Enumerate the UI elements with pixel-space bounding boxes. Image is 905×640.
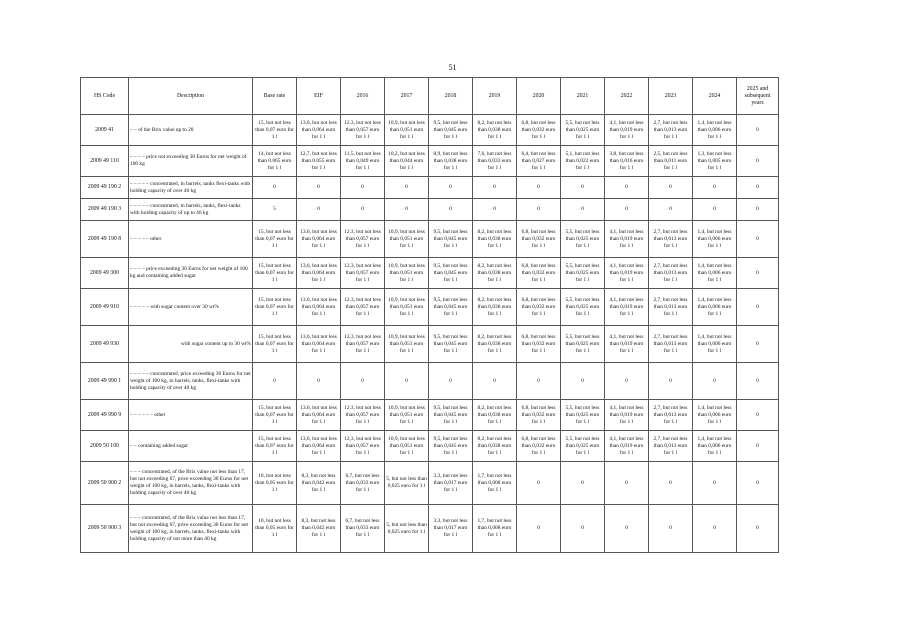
hs-code-cell: 2009 49 990 1 xyxy=(81,363,129,400)
rate-cell: 0 xyxy=(737,505,779,553)
rate-cell: 1,4, but not less than 0,006 euro for 1 l xyxy=(693,289,737,326)
rate-cell: 5,5, but not less than 0,025 euro for 1 l xyxy=(561,289,605,326)
rate-cell: 2,7, but not less than 0,013 euro for 1 l xyxy=(649,115,693,146)
description-cell: – – – – price not exceeding 30 Euros for net weight of 100 kg xyxy=(129,146,253,177)
column-header: Description xyxy=(129,78,253,115)
rate-cell: 0 xyxy=(341,177,385,199)
rate-cell: 13,6, but not less than 0,064 euro for 1 l xyxy=(297,431,341,462)
rate-cell: 0 xyxy=(385,199,429,221)
hs-code-cell: 2009 49 910 xyxy=(81,289,129,326)
rate-cell: 0 xyxy=(693,363,737,400)
rate-cell: 0 xyxy=(297,199,341,221)
rate-cell: 15, but not less than 0,07 euro for 1 l xyxy=(253,289,297,326)
rate-cell: 1,3, but not less than 0,005 euro for 1 l xyxy=(693,146,737,177)
rate-cell: 5, but not less than 0,025 euro for 1 l xyxy=(385,505,429,553)
rate-cell: 11,5, but not less than 0,049 euro for 1 l xyxy=(341,146,385,177)
rate-cell: 6,7, but not less than 0,033 euro for 1 l xyxy=(341,462,385,505)
rate-cell: 5,5, but not less than 0,025 euro for 1 l xyxy=(561,115,605,146)
rate-cell: 2,7, but not less than 0,013 euro for 1 l xyxy=(649,289,693,326)
rate-cell: 0 xyxy=(649,177,693,199)
rate-cell: 9,5, but not less than 0,045 euro for 1 l xyxy=(429,400,473,431)
rate-cell: 10,9, but not less than 0,051 euro for 1 l xyxy=(385,431,429,462)
hs-code-cell: 2009 49 110 xyxy=(81,146,129,177)
rate-cell: 0 xyxy=(737,289,779,326)
rate-cell: 1,4, but not less than 0,006 euro for 1 l xyxy=(693,431,737,462)
rate-cell: 6,8, but not less than 0,032 euro for 1 l xyxy=(517,115,561,146)
rate-cell: 9,5, but not less than 0,045 euro for 1 l xyxy=(429,115,473,146)
rate-cell: 15, but not less than 0,07 euro for 1 l xyxy=(253,258,297,289)
hs-code-cell: 2009 49 300 xyxy=(81,258,129,289)
rate-cell: 0 xyxy=(385,177,429,199)
hs-code-cell: 2009 49 190 3 xyxy=(81,199,129,221)
rate-cell: 8,2, but not less than 0,038 euro for 1 l xyxy=(473,431,517,462)
rate-cell: 0 xyxy=(561,199,605,221)
rate-cell: 6,8, but not less than 0,032 euro for 1 l xyxy=(517,221,561,258)
rate-cell: 9,5, but not less than 0,045 euro for 1 l xyxy=(429,326,473,363)
rate-cell: 0 xyxy=(737,146,779,177)
description-cell: – – – – – concentrated, in barrels, tanks flexi-tanks with holding capacity of over 40 kg xyxy=(129,177,253,199)
rate-cell: 0 xyxy=(297,363,341,400)
table-row xyxy=(81,199,779,221)
rate-cell: 12.3, but not less than 0,057 euro for 1 l xyxy=(341,289,385,326)
rate-cell: 15, but not less than 0,07 euro for 1 l xyxy=(253,326,297,363)
rate-cell: 12.3, but not less than 0,057 euro for 1 l xyxy=(341,221,385,258)
rate-cell: 10,9, but not less than 0,051 euro for 1 l xyxy=(385,221,429,258)
rate-cell: 4,1, but not less than 0,019 euro for 1 l xyxy=(605,431,649,462)
rate-cell: 3,3, but not less than 0,017 euro for 1 l xyxy=(429,462,473,505)
rate-cell: 0 xyxy=(605,462,649,505)
rate-cell: 6,8, but not less than 0,032 euro for 1 l xyxy=(517,289,561,326)
rate-cell: 8,3, but not less than 0,042 euro for 1 l xyxy=(297,462,341,505)
table-row xyxy=(81,115,779,146)
rate-cell: 0 xyxy=(517,363,561,400)
table-row xyxy=(81,363,779,400)
rate-cell: 0 xyxy=(473,199,517,221)
rate-cell: 0 xyxy=(649,505,693,553)
rate-cell: 8,2, but not less than 0,038 euro for 1 l xyxy=(473,326,517,363)
rate-cell: 10, but not less than 0,05 euro for 1 l xyxy=(253,462,297,505)
rate-cell: 13.6, but not less than 0,064 euro for 1 l xyxy=(297,289,341,326)
rate-cell: 2,7, but not less than 0,013 euro for 1 l xyxy=(649,326,693,363)
rate-cell: 0 xyxy=(517,199,561,221)
column-header: EIF xyxy=(297,78,341,115)
rate-cell: 1,7, but not less than 0,008 euro for 1 l xyxy=(473,462,517,505)
rate-cell: 2,7, but not less than 0,013 euro for 1 l xyxy=(649,221,693,258)
hs-code-cell: 2009 50 900 3 xyxy=(81,505,129,553)
rate-cell: 0 xyxy=(253,177,297,199)
rate-cell: 4,1, but not less than 0,019 euro for 1 l xyxy=(605,289,649,326)
tariff-table xyxy=(80,77,779,553)
rate-cell: 10,9, but not less than 0,051 euro for 1 l xyxy=(385,400,429,431)
rate-cell: 0 xyxy=(605,199,649,221)
hs-code-cell: 2009 41 xyxy=(81,115,129,146)
rate-cell: 0 xyxy=(693,505,737,553)
rate-cell: 10,2, but not less than 0,044 euro for 1 l xyxy=(385,146,429,177)
rate-cell: 12,3, but not less than 0,057 euro for 1 l xyxy=(341,431,385,462)
rate-cell: 15, but not less than 0,07 euro for 1 l xyxy=(253,431,297,462)
rate-cell: 1,4, but not less than 0,006 euro for 1 l xyxy=(693,326,737,363)
column-header: 2022 xyxy=(605,78,649,115)
column-header: 2019 xyxy=(473,78,517,115)
rate-cell: 6,8, but not less than 0,032 euro for 1 l xyxy=(517,400,561,431)
rate-cell: 14, but not less than 0.065 euro for 1 l xyxy=(253,146,297,177)
rate-cell: 4,1, but not less than 0,019 euro for 1 l xyxy=(605,400,649,431)
table-row xyxy=(81,289,779,326)
rate-cell: 6,4, but not less than 0,027 euro for 1 l xyxy=(517,146,561,177)
rate-cell: 5,5, but not less than 0,025 euro for 1 l xyxy=(561,221,605,258)
rate-cell: 5 xyxy=(253,199,297,221)
description-cell: – – – – – with sugar content over 30 wt% xyxy=(129,289,253,326)
rate-cell: 4,1, but not less than 0,019 euro for 1 l xyxy=(605,258,649,289)
rate-cell: 0 xyxy=(737,258,779,289)
column-header: HS Code xyxy=(81,78,129,115)
rate-cell: 0 xyxy=(737,221,779,258)
rate-cell: 5,5, but not less than 0,025 euro for 1 l xyxy=(561,431,605,462)
hs-code-cell: 2009 49 930 xyxy=(81,326,129,363)
rate-cell: 0 xyxy=(341,199,385,221)
rate-cell: 5,5, but not less than 0,025 euro for 1 l xyxy=(561,326,605,363)
rate-cell: 2,7, but not less than 0,013 euro for 1 l xyxy=(649,431,693,462)
rate-cell: 13,6, but not less than 0,064 euro for 1 l xyxy=(297,326,341,363)
rate-cell: 6,7, but not less than 0,033 euro for 1 l xyxy=(341,505,385,553)
rate-cell: 4,1, but not less than 0,019 euro for 1 l xyxy=(605,221,649,258)
rate-cell: 10,9, but not less than 0,051 euro for 1 l xyxy=(385,258,429,289)
rate-cell: 1,4, but not less than 0,006 euro for 1 l xyxy=(693,221,737,258)
column-header: 2018 xyxy=(429,78,473,115)
column-header: 2021 xyxy=(561,78,605,115)
table-row xyxy=(81,258,779,289)
rate-cell: 0 xyxy=(385,363,429,400)
rate-cell: 0 xyxy=(649,462,693,505)
description-cell: – – – – – concentrated, price exceeding 30 Euros for net weight of 100 kg, in barrels, tanks, flexi-tanks with holding capacity of over 40 kg xyxy=(129,363,253,400)
rate-cell: 5,5, but not less than 0,025 euro for 1 l xyxy=(561,258,605,289)
rate-cell: 13,6, but not less than 0,064 euro for 1 l xyxy=(297,258,341,289)
rate-cell: 0 xyxy=(737,363,779,400)
rate-cell: 10,9, but not less than 0,051 euro for 1 l xyxy=(385,115,429,146)
rate-cell: 0 xyxy=(297,177,341,199)
rate-cell: 9,5, but not less than 0,045 euro for 1 l xyxy=(429,221,473,258)
description-cell: – – containing added sugar xyxy=(129,431,253,462)
table-header-row xyxy=(81,78,779,115)
rate-cell: 0 xyxy=(341,363,385,400)
rate-cell: 8,3, but not less than 0,042 euro for 1 l xyxy=(297,505,341,553)
rate-cell: 0 xyxy=(737,115,779,146)
rate-cell: 9,5, but not less than 0,045 euro for 1 l xyxy=(429,431,473,462)
rate-cell: 4,1, but not less than 0,019 euro for 1 l xyxy=(605,326,649,363)
rate-cell: 5,5, but not less than 0,025 euro for 1 l xyxy=(561,400,605,431)
page-number: 51 xyxy=(448,63,457,72)
rate-cell: 13.6, but not less than 0,064 euro for 1 l xyxy=(297,221,341,258)
hs-code-cell: 2009 49 190 2 xyxy=(81,177,129,199)
table-row xyxy=(81,177,779,199)
rate-cell: 0 xyxy=(649,363,693,400)
rate-cell: 8,9, but not less than 0,038 euro for 1 l xyxy=(429,146,473,177)
rate-cell: 0 xyxy=(517,177,561,199)
table-row xyxy=(81,326,779,363)
rate-cell: 5,1, but not less than 0,022 euro for 1 l xyxy=(561,146,605,177)
rate-cell: 12,7, but not less than 0.055 euro for 1 l xyxy=(297,146,341,177)
rate-cell: 0 xyxy=(693,199,737,221)
rate-cell: 1,4, but not less than 0,006 euro for 1 l xyxy=(693,400,737,431)
column-header: 2020 xyxy=(517,78,561,115)
rate-cell: 0 xyxy=(737,177,779,199)
column-header: 2024 xyxy=(693,78,737,115)
column-header: 2016 xyxy=(341,78,385,115)
description-cell: – – – – – concentrated, in barrels, tanks, flexi-tanks with holding capacity of up to 40 kg xyxy=(129,199,253,221)
rate-cell: 12.3, but not less than 0,057 euro for 1 l xyxy=(341,400,385,431)
rate-cell: 6,8, but not less than 0,032 euro for 1 l xyxy=(517,326,561,363)
rate-cell: 6,8, but not less than 0,032 euro for 1 l xyxy=(517,431,561,462)
column-header: Base rate xyxy=(253,78,297,115)
rate-cell: 9,5, but not less than 0,045 euro for 1 l xyxy=(429,289,473,326)
rate-cell: 0 xyxy=(737,431,779,462)
rate-cell: 12,3, but not less than 0,057 euro for 1 l xyxy=(341,326,385,363)
rate-cell: 2,7, but not less than 0,013 euro for 1 l xyxy=(649,400,693,431)
rate-cell: 4,1, but not less than 0,019 euro for 1 l xyxy=(605,115,649,146)
description-cell: – – – – price exceeding 30 Euros for net weight of 100 kg and containing added sugar xyxy=(129,258,253,289)
rate-cell: 10,9, but not less than 0,051 euro for 1 l xyxy=(385,326,429,363)
description-cell: with sugar content up to 30 wt% xyxy=(129,326,253,363)
rate-cell: 0 xyxy=(649,199,693,221)
rate-cell: 0 xyxy=(473,363,517,400)
rate-cell: 8,2, but not less than 0,038 euro for 1 l xyxy=(473,289,517,326)
table-row xyxy=(81,431,779,462)
hs-code-cell: 2009 50 900 2 xyxy=(81,462,129,505)
rate-cell: 15, but not less than 0,07 euro for 1 l xyxy=(253,400,297,431)
column-header: 2023 xyxy=(649,78,693,115)
rate-cell: 0 xyxy=(737,400,779,431)
rate-cell: 7,6, but not less than 0,033 euro for 1 l xyxy=(473,146,517,177)
rate-cell: 10, but not less than 0,05 euro for 1 l xyxy=(253,505,297,553)
rate-cell: 0 xyxy=(693,462,737,505)
table-row xyxy=(81,505,779,553)
hs-code-cell: 2009 50 100 xyxy=(81,431,129,462)
table-row xyxy=(81,221,779,258)
rate-cell: 3,8, but not less than 0,016 euro for 1 l xyxy=(605,146,649,177)
description-cell: – – – – – other xyxy=(129,221,253,258)
rate-cell: 0 xyxy=(561,462,605,505)
rate-cell: 15, but not less than 0,07 euro for 1 l xyxy=(253,115,297,146)
rate-cell: 0 xyxy=(693,177,737,199)
description-cell: – – – concentrated, of the Brix value not less than 17, but not exceeding 67, price exceeding 30 Euros for net weight of 100 kg, in barrels, tanks, flexi-tanks with holding capacity of not more than 40 kg xyxy=(129,505,253,553)
rate-cell: 0 xyxy=(737,199,779,221)
rate-cell: 8,2, but not less than 0,038 euro for 1 l xyxy=(473,115,517,146)
table-row xyxy=(81,400,779,431)
hs-code-cell: 2009 49 990 9 xyxy=(81,400,129,431)
rate-cell: 0 xyxy=(561,363,605,400)
rate-cell: 1,4, but not less than 0,006 euro for 1 l xyxy=(693,115,737,146)
rate-cell: 0 xyxy=(561,505,605,553)
description-cell: – – – concentrated, of the Brix value not less than 17, but not exceeding 67, price exceeding 30 Euros for net weight of 100 kg, in barrels, tanks, flexi-tanks with holding capacity of over 40 kg xyxy=(129,462,253,505)
rate-cell: 9,5, but not less than 0,045 euro for 1 l xyxy=(429,258,473,289)
rate-cell: 2,5, but not less than 0,011 euro for 1 l xyxy=(649,146,693,177)
table-row xyxy=(81,146,779,177)
rate-cell: 0 xyxy=(605,363,649,400)
rate-cell: 15, but not less than 0,07 euro for 1 l xyxy=(253,221,297,258)
rate-cell: 0 xyxy=(253,363,297,400)
rate-cell: 8,2, but not less than 0,038 euro for 1 l xyxy=(473,258,517,289)
rate-cell: 0 xyxy=(605,177,649,199)
column-header: 2017 xyxy=(385,78,429,115)
rate-cell: 6,8, but not less than 0,032 euro for 1 l xyxy=(517,258,561,289)
rate-cell: 0 xyxy=(429,199,473,221)
rate-cell: 8,2, but not less than 0,038 euro for 1 l xyxy=(473,221,517,258)
description-cell: – – of the Brix value up to 20 xyxy=(129,115,253,146)
rate-cell: 0 xyxy=(429,177,473,199)
hs-code-cell: 2009 49 190 8 xyxy=(81,221,129,258)
description-cell: – – – – – – other xyxy=(129,400,253,431)
rate-cell: 0 xyxy=(561,177,605,199)
rate-cell: 13.6, but not less than 0,064 euro for 1 l xyxy=(297,400,341,431)
rate-cell: 1,7, but not less than 0,008 euro for 1 l xyxy=(473,505,517,553)
rate-cell: 10,9, but not less than 0,051 euro for 1 l xyxy=(385,289,429,326)
table-body xyxy=(81,115,779,553)
rate-cell: 0 xyxy=(517,462,561,505)
rate-cell: 5, but not less than 0,025 euro for 1 l xyxy=(385,462,429,505)
rate-cell: 8,2, but not less than 0,038 euro for 1 l xyxy=(473,400,517,431)
rate-cell: 3,3, but not less than 0,017 euro for 1 l xyxy=(429,505,473,553)
rate-cell: 12,3, but not less than 0,057 euro for 1 l xyxy=(341,258,385,289)
rate-cell: 0 xyxy=(517,505,561,553)
rate-cell: 0 xyxy=(737,462,779,505)
rate-cell: 0 xyxy=(737,326,779,363)
rate-cell: 1,4, but not less than 0,006 euro for 1 l xyxy=(693,258,737,289)
rate-cell: 0 xyxy=(429,363,473,400)
rate-cell: 2,7, but not less than 0,013 euro for 1 l xyxy=(649,258,693,289)
table-row xyxy=(81,462,779,505)
rate-cell: 0 xyxy=(605,505,649,553)
column-header: 2025 and subsequent years xyxy=(737,78,779,115)
rate-cell: 12.3, but not less than 0,057 euro for 1 l xyxy=(341,115,385,146)
rate-cell: 13.6, but not less than 0,064 euro for 1 l xyxy=(297,115,341,146)
rate-cell: 0 xyxy=(473,177,517,199)
